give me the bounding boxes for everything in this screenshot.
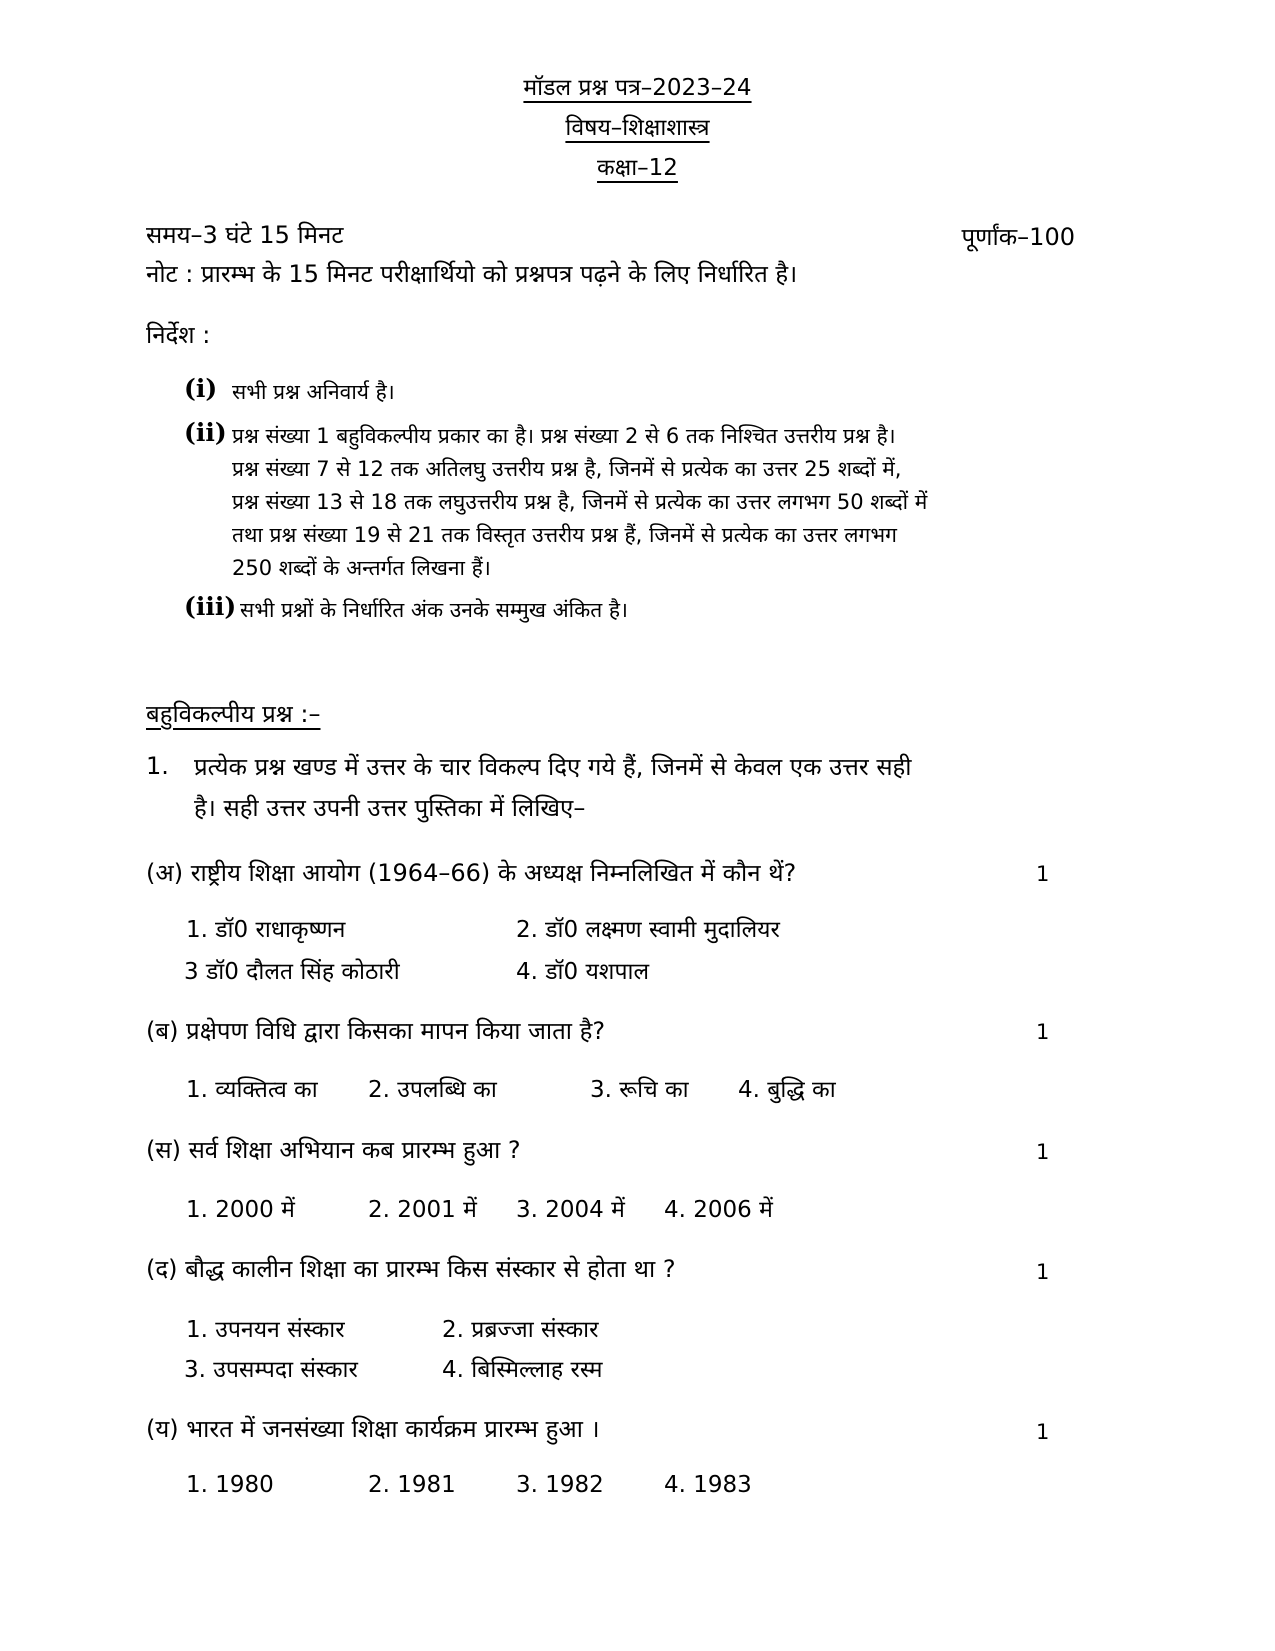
option: 3. 2004 में <box>516 1197 625 1223</box>
option: 1. उपनयन संस्कार <box>186 1317 345 1343</box>
question-text: (य) भारत में जनसंख्या शिक्षा कार्यक्रम प्रारम्भ हुआ । <box>146 1415 600 1443</box>
option: 1. डॉ0 राधाकृष्णन <box>186 917 346 943</box>
instruction-text: तथा प्रश्न संख्या 19 से 21 तक विस्तृत उत्तरीय प्रश्न हैं, जिनमें से प्रत्येक का उत्तर लगभग <box>232 523 897 547</box>
option: 2. उपलब्धि का <box>368 1077 497 1103</box>
instruction-number: (iii) <box>184 592 237 621</box>
question-marks: 1 <box>1036 1020 1050 1044</box>
option: 1. 2000 में <box>186 1197 295 1223</box>
question-text: (द) बौद्ध कालीन शिक्षा का प्रारम्भ किस संस्कार से होता था ? <box>146 1255 676 1283</box>
question-number: 1. <box>146 752 169 780</box>
option: 4. बिस्मिल्लाह रस्म <box>442 1357 603 1383</box>
total-marks: पूर्णांक–100 <box>961 223 1075 251</box>
option: 2. 1981 <box>368 1472 456 1498</box>
question-marks: 1 <box>1036 1420 1050 1444</box>
option: 4. बुद्धि का <box>738 1077 836 1103</box>
time-allowed: समय–3 घंटे 15 मिनट <box>146 221 344 249</box>
instruction-text: प्रश्न संख्या 1 बहुविकल्पीय प्रकार का है। प्रश्न संख्या 2 से 6 तक निश्चित उत्तरीय प्रश्न है। <box>232 424 896 448</box>
question-marks: 1 <box>1036 1140 1050 1164</box>
instruction-text: प्रश्न संख्या 7 से 12 तक अतिलघु उत्तरीय प्रश्न है, जिनमें से प्रत्येक का उत्तर 25 शब्दों में, <box>232 457 902 481</box>
instruction-number: (ii) <box>184 418 227 447</box>
instruction-text: 250 शब्दों के अन्तर्गत लिखना हैं। <box>232 556 491 580</box>
instruction-text: सभी प्रश्नों के निर्धारित अंक उनके सम्मुख अंकित है। <box>240 598 628 622</box>
question-instruction: है। सही उत्तर उपनी उत्तर पुस्तिका में लिखिए– <box>194 794 586 822</box>
option: 3 डॉ0 दौलत सिंह कोठारी <box>184 959 400 985</box>
option: 4. 2006 में <box>664 1197 773 1223</box>
question-text: (ब) प्रक्षेपण विधि द्वारा किसका मापन किया जाता है? <box>146 1017 606 1045</box>
question-instruction: प्रत्येक प्रश्न खण्ड में उत्तर के चार विकल्प दिए गये हैं, जिनमें से केवल एक उत्तर सही <box>194 753 912 781</box>
option: 2. डॉ0 लक्ष्मण स्वामी मुदालियर <box>516 917 780 943</box>
header-title: मॉडल प्रश्न पत्र–2023–24 <box>523 75 752 101</box>
section-heading: बहुविकल्पीय प्रश्न :– <box>146 700 321 728</box>
question-marks: 1 <box>1036 862 1050 886</box>
option: 2. प्रब्रज्जा संस्कार <box>442 1317 599 1343</box>
option: 4. 1983 <box>664 1472 752 1498</box>
option: 2. 2001 में <box>368 1197 477 1223</box>
question-text: (स) सर्व शिक्षा अभियान कब प्रारम्भ हुआ ? <box>146 1136 521 1164</box>
note: नोट : प्रारम्भ के 15 मिनट परीक्षार्थियो को प्रश्नपत्र पढ़ने के लिए निर्धारित है। <box>146 260 798 288</box>
question-marks: 1 <box>1036 1260 1050 1284</box>
instruction-text: सभी प्रश्न अनिवार्य है। <box>232 380 395 404</box>
instruction-text: प्रश्न संख्या 13 से 18 तक लघुउत्तरीय प्रश्न है, जिनमें से प्रत्येक का उत्तर लगभग 50 शब्दों में <box>232 490 928 514</box>
option: 1. 1980 <box>186 1472 274 1498</box>
option: 3. 1982 <box>516 1472 604 1498</box>
header-class: कक्षा–12 <box>597 155 678 181</box>
option: 3. रूचि का <box>590 1077 689 1103</box>
instructions-heading: निर्देश : <box>146 321 211 349</box>
option: 4. डॉ0 यशपाल <box>516 959 650 985</box>
instruction-number: (i) <box>184 374 218 403</box>
question-text: (अ) राष्ट्रीय शिक्षा आयोग (1964–66) के अध्यक्ष निम्नलिखित में कौन थें? <box>146 859 797 887</box>
option: 1. व्यक्तित्व का <box>186 1077 318 1103</box>
header-subject: विषय–शिक्षाशास्त्र <box>565 115 710 141</box>
option: 3. उपसम्पदा संस्कार <box>184 1357 358 1383</box>
